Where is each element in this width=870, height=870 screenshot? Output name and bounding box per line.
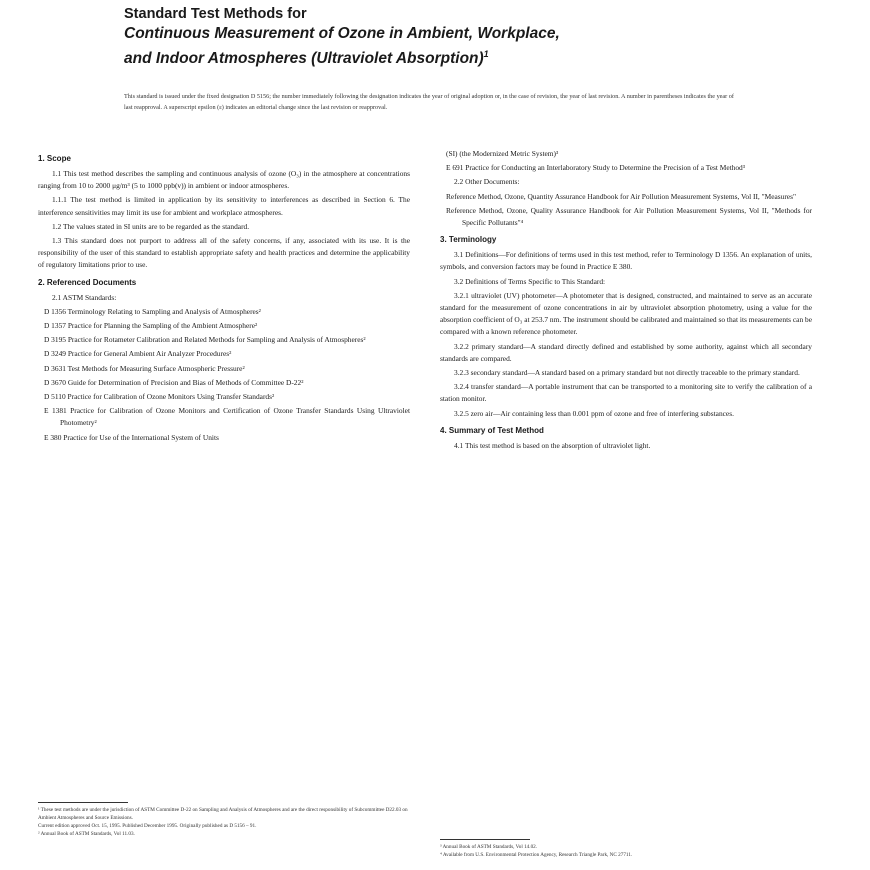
- section-paragraph: 3.2.3 secondary standard—A standard based on a primary standard but not directly traceable to the primary standard.: [454, 368, 800, 378]
- title-line-1: Standard Test Methods for: [124, 6, 307, 22]
- footnote: Current edition approved Oct. 15, 1995. Published December 1995. Originally published as D 5156 – 91.: [38, 823, 257, 829]
- reference-item: 2.2 Other Documents:: [454, 177, 520, 187]
- left-footnote-rule: [38, 802, 128, 803]
- document-title: [124, 4, 764, 69]
- reference-item: Reference Method, Ozone, Quantity Assurance Handbook for Air Pollution Measurement Systems, Vol II, "Measures": [446, 191, 796, 201]
- title-line-3: [124, 44, 764, 69]
- section-paragraph: 1.1 This test method describes the sampling and continuous analysis of ozone (O₃) in the atmosphere at concentrations ranging from 10 to 2000 μg/m³ (5 to 1000 ppb(v)) in ambient or indoor atmospheres.: [38, 169, 410, 191]
- reference-item: D 3249 Practice for General Ambient Air Analyzer Procedures²: [44, 349, 232, 359]
- section-paragraph: 3.2.5 zero air—Air containing less than 0.001 ppm of ozone and free of interfering substances.: [454, 408, 734, 418]
- reference-item: D 3195 Practice for Rotameter Calibration and Related Methods for Sampling and Analysis of Atmospheres²: [44, 335, 366, 345]
- section-paragraph: 1.3 This standard does not purport to address all of the safety concerns, if any, associated with its use. It is the responsibility of the user of this standard to establish appropriate safety and health practices and determine the applicability of regulatory limitations prior to use.: [38, 236, 410, 270]
- section-heading: 3. Terminology: [440, 235, 497, 245]
- reference-item: D 3670 Guide for Determination of Precision and Bias of Methods of Committee D-22²: [44, 377, 304, 387]
- right-footnote-rule: [440, 839, 530, 840]
- section-paragraph: 4.1 This test method is based on the absorption of ultraviolet light.: [454, 440, 651, 450]
- section-paragraph: 3.2.1 ultraviolet (UV) photometer—A photometer that is designed, constructed, and maintained to serve as an accurate standard for the measurement of ozone concentrations in air by ultraviolet absorption photometry, using a value for the absorption coefficient of O₃ at 253.7 nm. The instrument should be calibrated and maintained so that its measurements can be compared with a known reference photometer.: [440, 290, 812, 337]
- reference-item: Reference Method, Ozone, Quality Assurance Handbook for Air Pollution Measurement Systems, Vol II, "Methods for Specific Pollutants"⁴: [446, 205, 812, 228]
- section-paragraph: 1.2 The values stated in SI units are to be regarded as the standard.: [52, 221, 250, 231]
- reference-item: E 691 Practice for Conducting an Interlaboratory Study to Determine the Precision of a Test Method³: [446, 163, 745, 173]
- section-paragraph: 3.2.4 transfer standard—A portable instrument that can be transported to a monitoring site to verify the calibration of a station monitor.: [440, 382, 812, 404]
- title-footnote-mark: 1: [483, 49, 489, 59]
- section-paragraph: 3.2.2 primary standard—A standard directly defined and established by some authority, against which all secondary standards are compared.: [440, 341, 812, 363]
- reference-item: D 1356 Terminology Relating to Sampling and Analysis of Atmospheres²: [44, 306, 261, 316]
- reference-item: (SI) (the Modernized Metric System)³: [446, 149, 559, 158]
- section-paragraph: 3.2 Definitions of Terms Specific to This Standard:: [454, 276, 606, 286]
- reference-item: D 5110 Practice for Calibration of Ozone Monitors Using Transfer Standards²: [44, 392, 275, 402]
- reference-item: D 1357 Practice for Planning the Sampling of the Ambient Atmosphere²: [44, 321, 258, 331]
- footnote: ³ Annual Book of ASTM Standards, Vol 14.02.: [440, 844, 538, 850]
- reference-item: E 380 Practice for Use of the International System of Units: [44, 432, 219, 442]
- reference-item: D 3631 Test Methods for Measuring Surface Atmospheric Pressure²: [44, 363, 245, 373]
- section-paragraph: 1.1.1 The test method is limited in application by its sensitivity to interferences as described in Section 6. The interference sensitivities may limit its use for ambient and workplace atmospheres.: [38, 195, 410, 217]
- section-heading: 1. Scope: [38, 154, 71, 163]
- footnote: ¹ These test methods are under the jurisdiction of ASTM Committee D-22 on Sampling and Analysis of Atmospheres and are the direct responsibility of Subcommittee D22.03 on Ambient Atmospheres and Source Emissions.: [38, 807, 408, 821]
- reference-item: E 1381 Practice for Calibration of Ozone Monitors and Certification of Ozone Transfer Standards Using Ultraviolet Photometry²: [44, 406, 410, 428]
- section-heading: 2. Referenced Documents: [38, 277, 137, 287]
- footnote: ⁴ Available from U.S. Environmental Protection Agency, Research Triangle Park, NC 27711.: [440, 852, 633, 858]
- section-paragraph: 3.1 Definitions—For definitions of terms used in this test method, refer to Terminology D 1356. An explanation of units, symbols, and conversion factors may be found in Practice E 380.: [440, 250, 812, 272]
- left-footnotes: [38, 806, 410, 838]
- title-line-2: Continuous Measurement of Ozone in Ambient, Workplace,: [124, 25, 560, 42]
- left-column: [38, 148, 410, 446]
- right-column: [440, 148, 812, 454]
- section-heading: 4. Summary of Test Method: [440, 425, 544, 435]
- reference-item: 2.1 ASTM Standards:: [52, 292, 117, 302]
- title-line-3-text: and Indoor Atmospheres (Ultraviolet Absorption): [124, 50, 484, 68]
- designation-note: This standard is issued under the fixed designation D 5156; the number immediately following the designation indicates the year of original adoption or, in the case of revision, the year of last revision. A number in parentheses indicates the year of last reapproval. A superscript epsilon (ε) indicates an editorial change since the last revision or reapproval.: [124, 93, 734, 111]
- right-footnotes: [440, 843, 812, 859]
- footnote: ² Annual Book of ASTM Standards, Vol 11.03.: [38, 831, 135, 837]
